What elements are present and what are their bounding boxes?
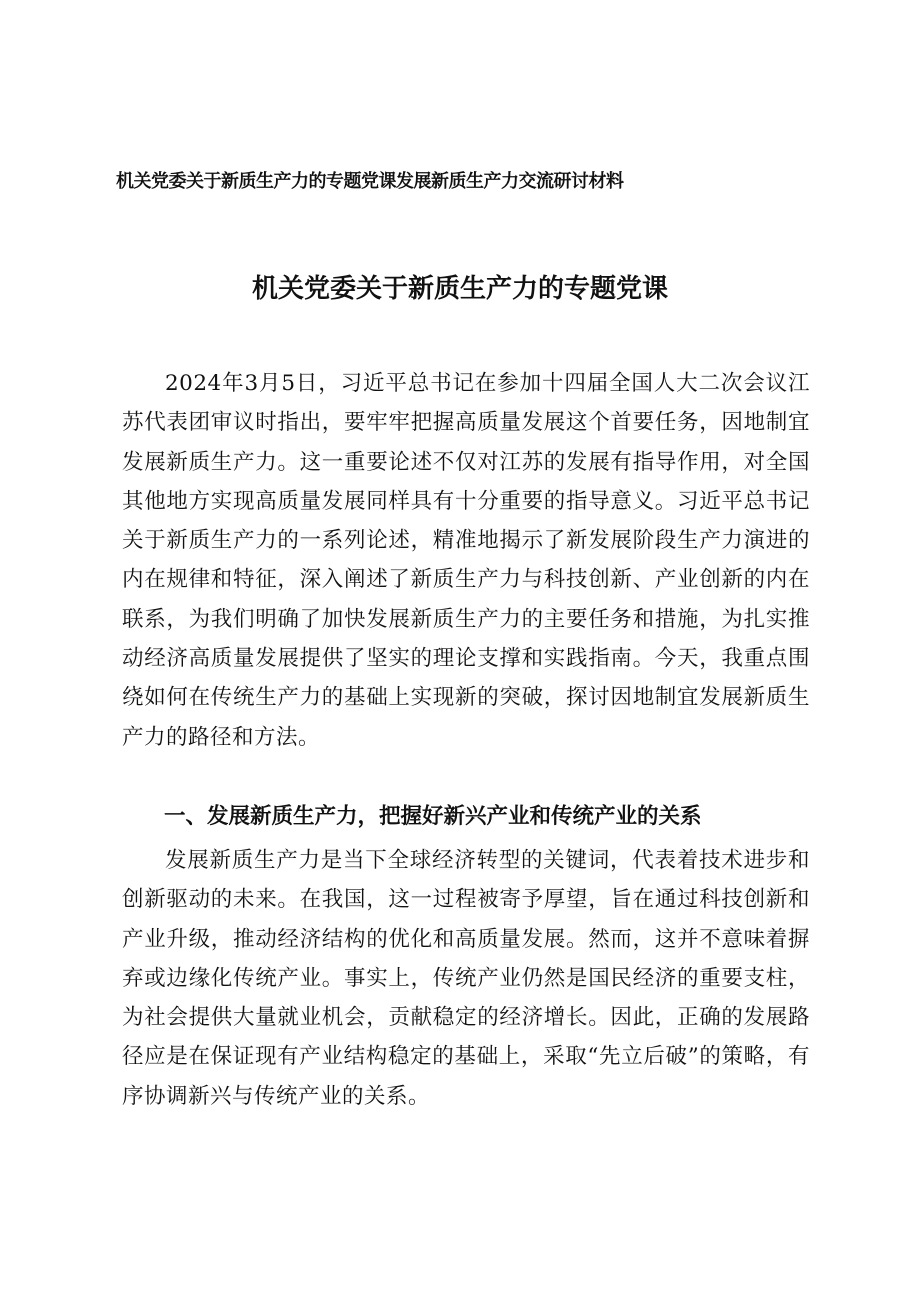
- document-title: 机关党委关于新质生产力的专题党课: [251, 274, 668, 304]
- document-header: 机关党委关于新质生产力的专题党课发展新质生产力交流研讨材料: [116, 171, 624, 192]
- body-paragraph-1: 2024年3月5日，习近平总书记在参加十四届全国人大二次会议江苏代表团审议时指出，要牢牢把握高质量发展这个首要任务，因地制宜发展新质生产力。这一重要论述不仅对江苏的发展有指导作用，对全国其他地方实现高质量发展同样具有十分重要的指导意义。习近平总书记关于新质生产力的一系列论述，精准地揭示了新发展阶段生产力演进的内在规律和特征，深入阐述了新质生产力与科技创新、产业创新的内在联系，为我们明确了加快发展新质生产力的主要任务和措施，为扎实推动经济高质量发展提供了坚实的理论支撑和实践指南。今天，我重点围绕如何在传统生产力的基础上实现新的突破，探讨因地制宜发展新质生产力的路径和方法。: [122, 371, 810, 750]
- section-heading-1: 一、发展新质生产力，把握好新兴产业和传统产业的关系: [164, 804, 702, 829]
- body-paragraph-2: 发展新质生产力是当下全球经济转型的关键词，代表着技术进步和创新驱动的未来。在我国，这一过程被寄予厚望，旨在通过科技创新和产业升级，推动经济结构的优化和高质量发展。然而，这并不意味着摒弃或边缘化传统产业。事实上，传统产业仍然是国民经济的重要支柱，为社会提供大量就业机会，贡献稳定的经济增长。因此，正确的发展路径应是在保证现有产业结构稳定的基础上，采取“先立后破”的策略，有序协调新兴与传统产业的关系。: [122, 848, 810, 1109]
